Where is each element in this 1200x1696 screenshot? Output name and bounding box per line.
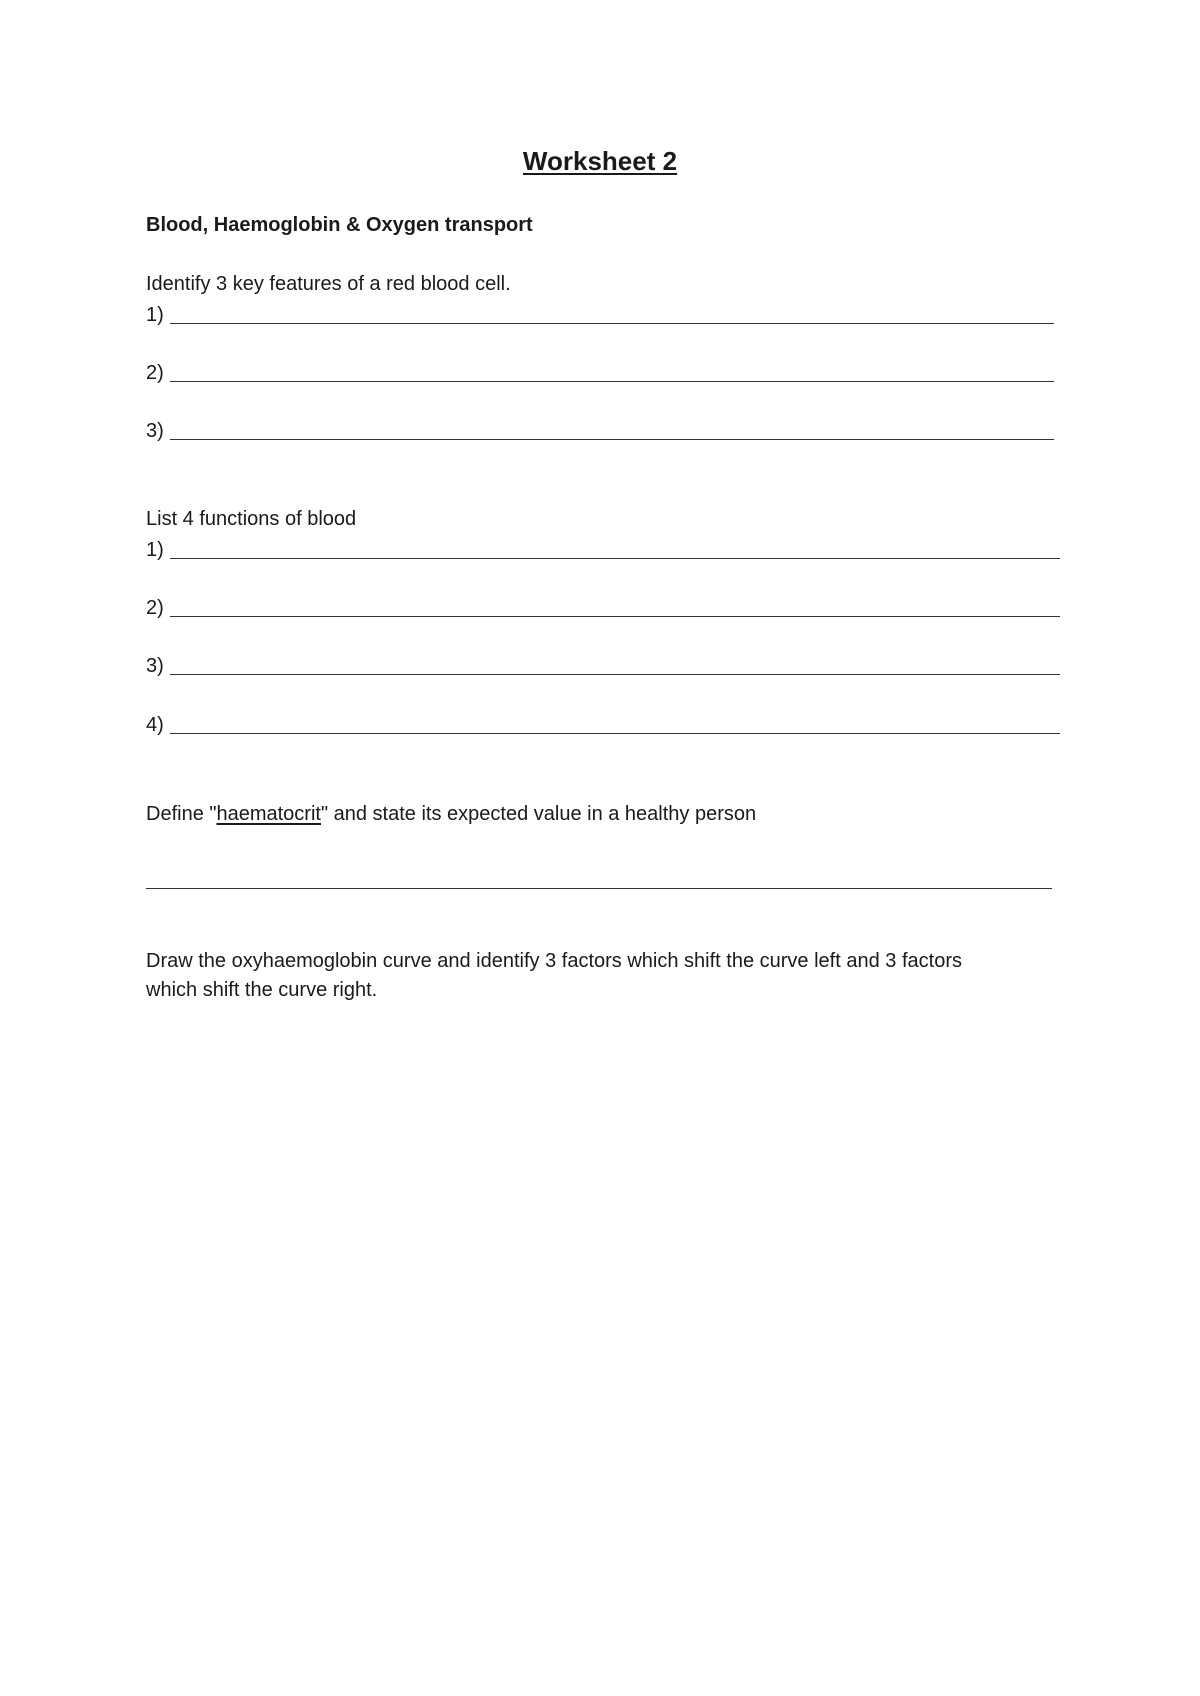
question-1-prompt: Identify 3 key features of a red blood cell.: [146, 273, 511, 295]
question-3-term: haematocrit: [216, 803, 321, 825]
question-2-prompt: List 4 functions of blood: [146, 508, 357, 530]
question-1-answer-2[interactable]: [146, 359, 1054, 387]
question-3-prefix: Define ": [146, 803, 217, 825]
question-3-prompt: [146, 800, 756, 829]
answer-line: [170, 616, 1060, 617]
question-1-answer-3[interactable]: [146, 417, 1054, 445]
answer-line: [170, 733, 1060, 734]
question-1-answer-1[interactable]: [146, 301, 1054, 329]
question-3-answer[interactable]: [146, 866, 1052, 894]
answer-number: 3): [146, 420, 164, 442]
answer-number: 2): [146, 362, 164, 384]
answer-number: 3): [146, 655, 164, 677]
answer-line: [170, 674, 1060, 675]
question-4-line-2: which shift the curve right.: [146, 979, 378, 1001]
answer-number: 1): [146, 539, 164, 561]
answer-line: [170, 323, 1054, 324]
section-heading: Blood, Haemoglobin & Oxygen transport: [146, 214, 533, 236]
answer-number: 4): [146, 714, 164, 736]
answer-number: 2): [146, 597, 164, 619]
question-2-answer-3[interactable]: [146, 652, 1060, 680]
answer-line: [146, 888, 1052, 889]
question-3-suffix: " and state its expected value in a healthy person: [320, 803, 757, 825]
question-2-answer-2[interactable]: [146, 594, 1060, 622]
question-4-line-1: Draw the oxyhaemoglobin curve and identify 3 factors which shift the curve left and 3 factors: [146, 950, 962, 972]
answer-line: [170, 558, 1060, 559]
question-2-answer-1[interactable]: [146, 536, 1060, 564]
answer-line: [170, 381, 1054, 382]
question-2-answer-4[interactable]: [146, 711, 1060, 739]
answer-number: 1): [146, 304, 164, 326]
page-title: Worksheet 2: [522, 146, 678, 176]
question-4-prompt: [146, 947, 1066, 1005]
answer-line: [170, 439, 1054, 440]
